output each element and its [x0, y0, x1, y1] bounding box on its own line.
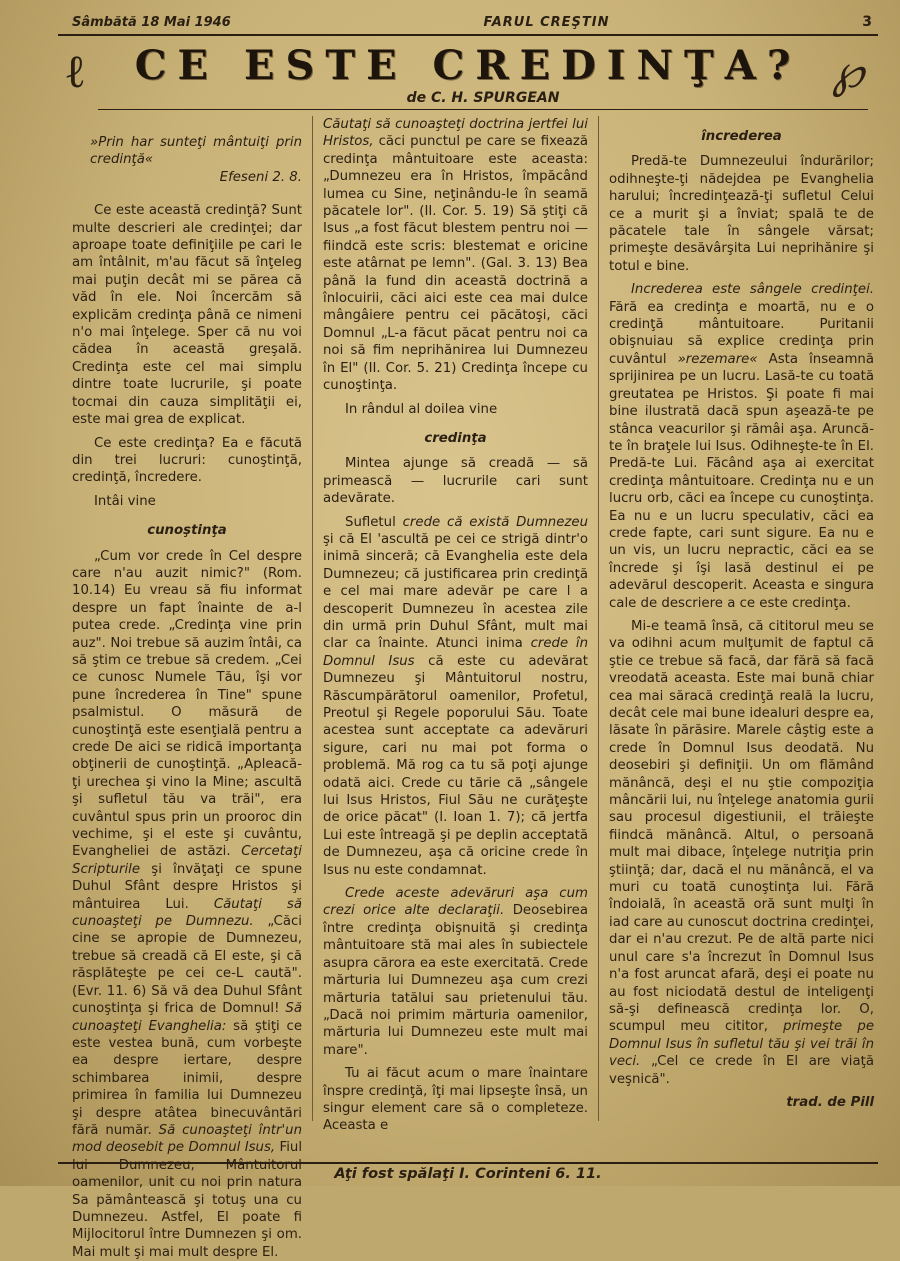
- paragraph: Ce este această credinţă? Sunt multe descrieri ale credinţei; dar aproape toate definiţiile pe cari le am întâlnit, m'au făcut să înţeleg mai puţin decât mi se părea că văd în ele. Noi încercăm să explicăm credinţa până ce nimeni n'o mai înţelege. Sper că nu voi cădea în această greşală. Credinţa este cel mai simplu dintre toate lucrurile, şi poate tocmai din cauza simplităţii ei, este mai grea de explicat.: [72, 203, 302, 428]
- text-run: Sufletul: [345, 514, 396, 530]
- text-run: „Cel ce crede în El are viaţă veşnică".: [609, 1054, 874, 1087]
- text-run: Fiul lui Dumnezeu, Mântuitorul oamenilor, unit cu noi prin natura Sa pământească şi totuş una cu Dumnezeu. Astfel, El poate fi Mijlocitorul între Dumnezen şi om. Mai mult şi mai mult despre El.: [72, 1140, 303, 1260]
- paragraph: Tu ai făcut acum o mare înaintare înspre credinţă, îţi mai lipseşte însă, un singur element care să o completeze. Aceasta e: [323, 1066, 588, 1134]
- issue-date: Sâmbătă 18 Mai 1946: [72, 15, 231, 30]
- section-heading-cunostinta: cunoştinţa: [147, 523, 227, 539]
- text-run: Asta înseamnă sprijinirea pe un lucru. Lasă-te cu toată greutatea pe Hristos. Şi poate fi mai bine ilustrată dacă spun aşează-te pe stânca veacurilor şi rămâi aşa. Aruncă-te în braţele lui Isus. Odihneşte-te în El. Predă-te Lui. Făcând aşa ai exercitat credinţa mântuitoare. Credinţa nu e un lucru orb, căci ea începe cu cunoştinţa. Ea nu e un lucru speculativ, căci ea crede fapte, cari sunt sigure. Ea nu e un vis, un lucru nepractic, căci ea se încrede şi îşi lasă destinul ei pe adevărul descoperit. Aceasta e singura cale de descriere a ce este credinţa.: [609, 351, 874, 611]
- byline-row: [98, 90, 868, 110]
- text-run: Deosebirea între credinţa obişnuită şi credinţa mântuitoare stă mai ales în subiectele asupra cărora ea este exercitată. Crede mărturia lui Dumnezeu aşa cum crezi mărturia tatălui sau prietenului tău. „Dacă noi primim mărturia oamenilor, mărturia lui Dumnezeu este mult mai mare".: [323, 903, 588, 1058]
- emphasis: »rezemare«: [677, 351, 758, 367]
- translator-credit: trad. de Pill: [786, 1094, 874, 1110]
- text-run: şi învăţaţi ce spune Duhul Sfânt despre Hristos şi mântuirea Lui.: [72, 861, 302, 912]
- text-run: că este cu adevărat Dumnezeu şi Mântuitorul nostru, Răscumpărătorul oamenilor, Profetul, Preotul şi Regele poporului Său. Toate acestea sunt acceptate ca adevăruri sigure, cari nu mai pot forma o problemă. Mă rog ca tu să poţi ajunge odată aici. Crede cu tărie că „sângele lui Isus Hristos, Fiul Său ne curăţeşte de orice păcat" (I. Ioan 1. 7); că jertfa Lui este întreagă şi pe deplin acceptată de Dumnezeu, aşa că oricine crede în Isus nu este condamnat.: [323, 653, 589, 878]
- paragraph: [323, 514, 588, 880]
- right-flourish-icon: ℘: [831, 44, 864, 98]
- paragraph: [72, 548, 302, 1261]
- text-run: Fără ea credinţa e moartă, nu e o credinţă mântuitoare. Puritanii obişnuiau să explice credinţa prin cuvântul: [609, 299, 874, 367]
- motto-reference: Efeseni 2. 8.: [219, 169, 302, 185]
- paragraph: [609, 618, 874, 1088]
- text-run: căci punctul pe care se fixează credinţa mântuitoare este aceasta: „Dumnezeu era în Hristos, împăcând lumea cu Sine, neţinându-le în seamă păcatele lor". (II. Cor. 5. 19) Să ştiţi că Isus „a fost făcut blestem pentru noi — fiindcă este scris: blestemat e oricine este atârnat pe lemn". (Gal. 3. 13) Bea până la fund din această doctrină a înlocuirii, căci aici este cea mai dulce mângâiere pentru cei păcătoşi, căci Domnul „L-a făcut păcat pentru noi ca noi să fim neprihănirea lui Dumnezeu în El" (II. Cor. 5. 21) Credinţa începe cu cunoştinţa.: [323, 134, 588, 394]
- text-run: Mi-e teamă însă, că cititorul meu se va odihni acum mulţumit de faptul că ştie ce trebue să facă, dar fără să facă vreodată aceasta. Este mai bună chiar cea mai săracă credinţă reală la lucru, decât cele mai bune idealuri despre ea, lăsate în părăsire. Marele câştig este a crede în Domnul Isus deodată. Nu deosebiri şi definiţii. Un om flămând mănâncă, deşi el nu ştie compoziţia mâncării lui, nu înţelege anatomia gurii sau procesul digestiunii, el trăieşte fiindcă mănâncă. Altul, o persoană mult mai dibace, înţelege nutriţia prin ştiinţă; dar, dacă el nu mănâncă, el va muri cu toată cunoştinţa lui. Fără îndoială, în această oră sunt mulţi în iad care au cunoscut doctrina credinţei, dar ei n'au crezut. Pe de altă parte nici unul care s'a încrezut în Domnul Isus n'a fost aruncat afară, deşi ei poate nu au fost niciodată destul de inteligenţi să-şi definească credinţa lor. O, scumpul meu cititor,: [609, 618, 874, 1035]
- text-run: „Căci cine se apropie de Dumnezeu, trebue să creadă că El este, şi că răsplăteşte pe cei ce-L caută". (Evr. 11. 6) Să vă dea Duhul Sfânt cunoştinţa şi frica de Domnul!: [72, 914, 302, 1017]
- emphasis: Să cunoaşteţi Evanghelia:: [72, 1001, 302, 1034]
- column-1: [58, 116, 312, 1260]
- motto: [72, 134, 302, 186]
- paragraph: Mintea ajunge să creadă — să primească — lucrurile cari sunt adevărate.: [323, 456, 588, 507]
- text-run: „Cum vor crede în Cel despre care n'au auzit nimic?" (Rom. 10.14) Eu vreau să fiu informat despre un fapt înainte de a-l putea crede. „Credinţa vine prin auz". Noi trebue să auzim întâi, ca să ştim ce trebue să credem. „Cei ce cunosc Numele Tău, îşi vor pune încrederea în Tine" spune psalmistul. O măsură de cunoştinţă este esenţială pentru a crede De aici se ridică importanţa obţinerii de cunoştinţă. „Apleacă-ţi urechea şi vino la Mine; ascultă şi sufletul tău va trăi", era cuvântul spus prin un prooroc din vechime, şi el este şi cuvântu, Evangheliei de astăzi.: [72, 548, 302, 860]
- emphasis: primeşte pe Domnul Isus în sufletul tău şi vei trăi în veci.: [609, 1019, 875, 1070]
- footer-verse: Aţi fost spălaţi I. Corinteni 6. 11.: [58, 1162, 878, 1184]
- paragraph: Ce este credinţa? Ea e făcută din trei lucruri: cunoştinţă, credinţă, încredere.: [72, 435, 302, 486]
- emphasis: Să cunoaşteţi într'un mod deosebit pe Domnul Isus,: [72, 1122, 302, 1156]
- emphasis: Căutaţi să cunoaşteţi pe Dumnezu.: [72, 896, 302, 930]
- article-title: CE ESTE CREDINŢA?: [134, 41, 802, 89]
- running-header: [58, 14, 878, 36]
- emphasis: Căutaţi să cunoaşteţi doctrina jertfei lui Hristos,: [323, 117, 588, 150]
- emphasis: crede că există Dumnezeu: [402, 514, 588, 530]
- emphasis: Increderea este sângele credinţei.: [631, 282, 874, 298]
- text-run: şi că El 'ascultă pe cei ce strigă dintr'o inimă sinceră; că Evanghelia este dela Dumnezeu; că justificarea prin credinţă e cel mai mare adevăr pe care l a descoperit Dumnezeu în acestea zile din urmă prin Duhul Sfânt, mult mai clar ca înainte. Atunci inima: [323, 531, 588, 652]
- left-flourish-icon: ℓ: [64, 44, 87, 98]
- paragraph: Intâi vine: [94, 493, 156, 509]
- paragraph: [323, 885, 588, 1059]
- emphasis: crede în Domnul Isus: [323, 636, 589, 669]
- column-3: [598, 116, 878, 1121]
- text-run: să ştiţi ce este vestea bună, cum vorbeşte ea despre iertare, despre schimbarea inimii, despre primirea în familia lui Dumnezeu şi despre atâtea binecuvântări fără număr.: [72, 1018, 303, 1138]
- section-heading-credinta: credinţa: [424, 430, 487, 446]
- paragraph: [609, 281, 874, 612]
- emphasis: Crede aceste adevăruri aşa cum crezi orice alte declaraţii.: [323, 886, 588, 919]
- emphasis: Cercetaţi Scripturile: [72, 844, 302, 877]
- section-heading-increderea: încrederea: [701, 129, 782, 144]
- paragraph: Predă-te Dumnezeului îndurărilor; odihneşte-ţi nădejdea pe Evanghelia harului; încredinţează-ţi sufletul Celui ce a murit şi a înviat; spală te de păcatele tale în sângele vărsat; primeşte desăvârşita Lui neprihănire şi totul e bine.: [609, 154, 874, 274]
- article-byline: de C. H. SPURGEAN: [406, 90, 560, 106]
- paragraph: [323, 116, 588, 395]
- page-number: 3: [862, 14, 872, 30]
- column-2: [312, 116, 598, 1134]
- paragraph: In rândul al doilea vine: [345, 401, 498, 417]
- publication-name: FARUL CREŞTIN: [483, 15, 610, 30]
- motto-text: »Prin har sunteţi mântuiţi prin credinţă«: [90, 135, 302, 168]
